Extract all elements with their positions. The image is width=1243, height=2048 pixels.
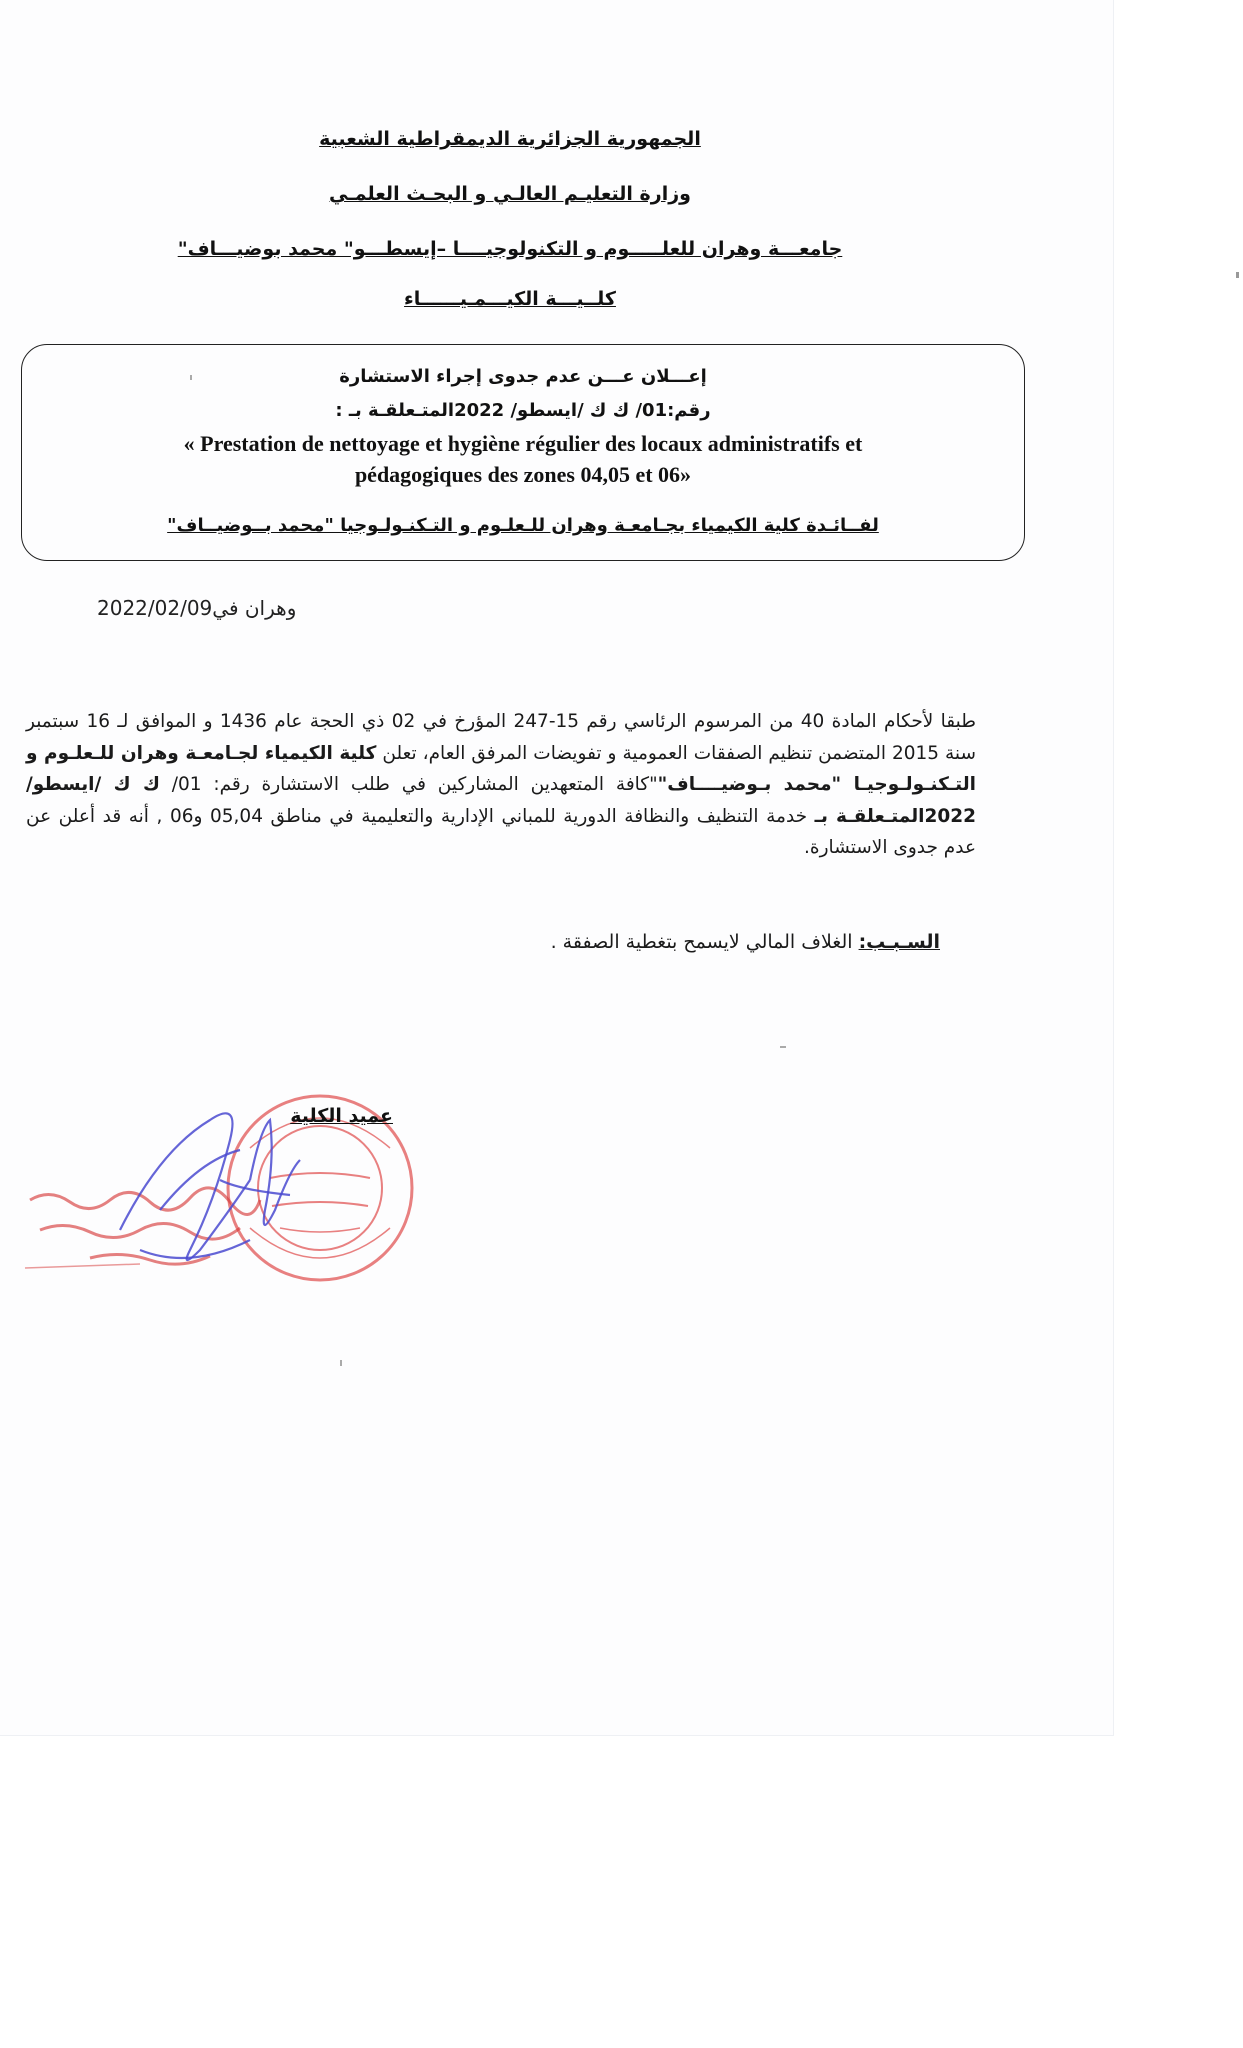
- announcement-body: [26, 706, 976, 864]
- body-text-2: "كافة المتعهدين المشاركين في طلب الاستشارة رقم: 01/: [159, 774, 658, 795]
- scan-speck: [340, 1360, 342, 1366]
- notice-subject-line-1: « Prestation de nettoyage et hygiène régulier des locaux administratifs et: [183, 431, 863, 456]
- header-university: جامعـــة وهران للعلـــــوم و التكنولوجيــــا –إيسطـــو" محمد بوضيـــاف": [177, 238, 843, 260]
- body-text-3: خدمة التنظيف والنظافة الدورية للمباني الإدارية والتعليمية في مناطق 05,04 و06 , أنه قد أعلن عن عدم جدوى الاستشارة.: [26, 805, 976, 858]
- date-line: وهران في2022/02/09: [97, 596, 297, 620]
- notice-beneficiary: لفــائـدة كلية الكيمياء بجـامعـة وهران للـعلـوم و التـكنـولـوجيا "محمد بــوضيــاف": [167, 515, 879, 536]
- reason-label: السـبـب:: [858, 931, 940, 953]
- notice-reference: رقم:01/ ك ك /ايسطو/ 2022المتـعلقـة بـ :: [335, 400, 711, 421]
- scan-speck: [190, 375, 192, 380]
- scan-speck: [780, 1046, 786, 1048]
- notice-subject-line-2: pédagogiques des zones 04,05 et 06»: [354, 462, 692, 487]
- notice-box: [21, 344, 1025, 561]
- notice-title: إعـــلان عـــن عدم جدوى إجراء الاستشارة: [339, 366, 707, 387]
- body-bold-faculty: كلية الكيمياء لجـامعـة وهران للـعلـوم و التـكنـولـوجيـا "محمد بـوضيــــاف": [26, 742, 976, 795]
- header-republic: الجمهورية الجزائرية الديمقراطية الشعبية: [319, 128, 701, 150]
- scan-speck: [1236, 272, 1239, 278]
- reason-text: الغلاف المالي لايسمح بتغطية الصفقة .: [550, 931, 859, 953]
- header-faculty: كلــيـــة الكيـــمـيــــــاء: [404, 288, 616, 310]
- body-text-1: طبقا لأحكام المادة 40 من المرسوم الرئاسي رقم 15-247 المؤرخ في 02 ذي الحجة عام 1436 و الموافق لـ 16 سبتمبر سنة 2015 المتضمن تنظيم الصفقات العمومية و تفويضات المرفق العام، تعلن: [26, 711, 976, 764]
- reason-line: [300, 931, 940, 953]
- header-ministry: وزارة التعليـم العالـي و البحـث العلمـي: [329, 183, 691, 205]
- handwritten-signature: [100, 1060, 340, 1280]
- body-bold-reference: ك ك /ايسطو/ 2022المتـعلقـة بـ: [26, 774, 976, 827]
- dean-title: عميد الكلية: [290, 1105, 393, 1127]
